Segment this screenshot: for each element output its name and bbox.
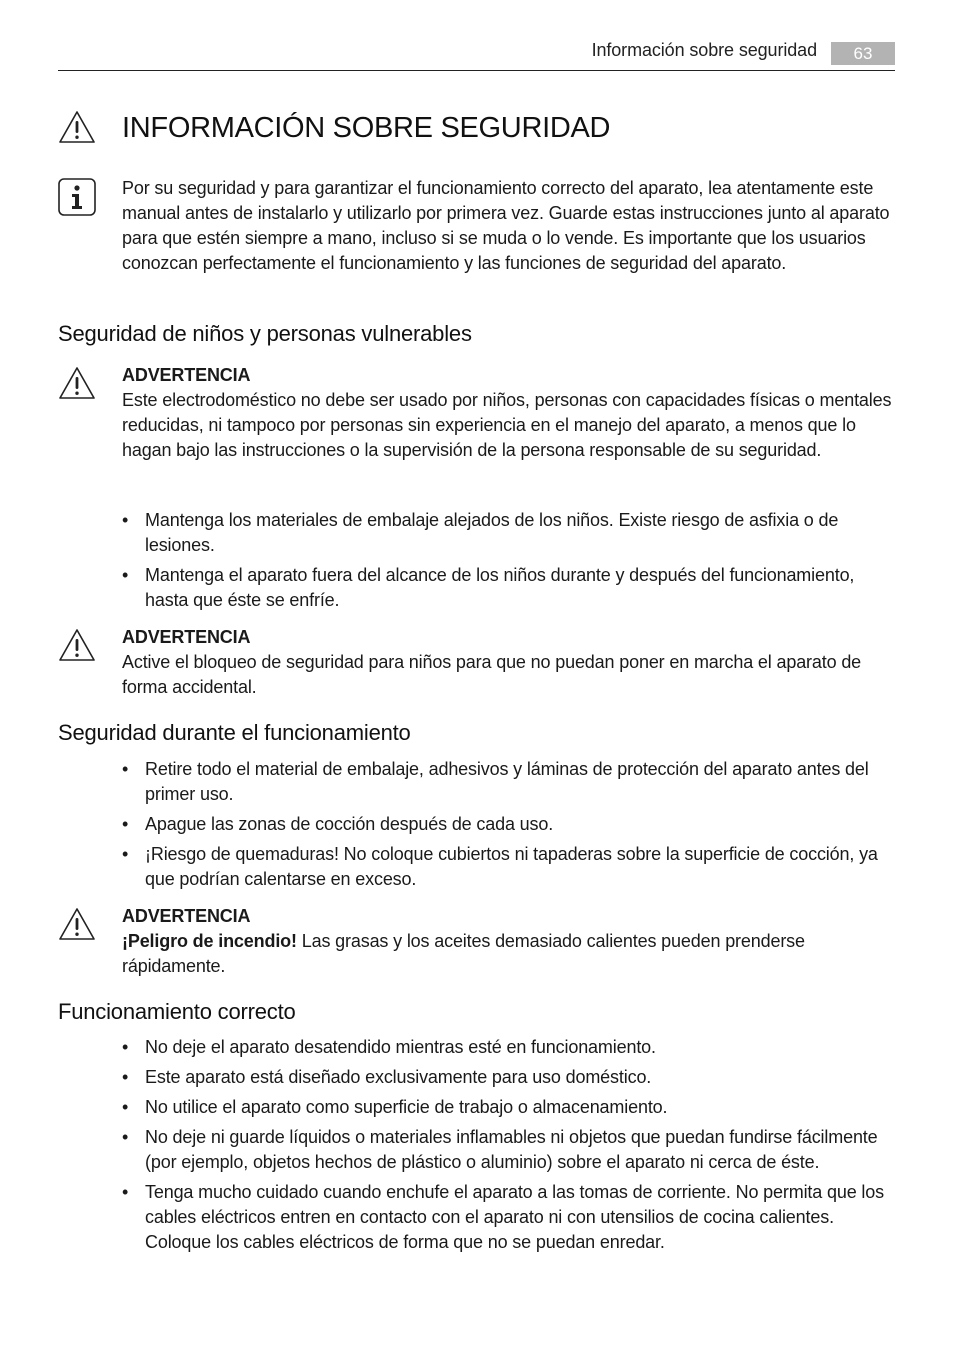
- warning-triangle-icon: [58, 110, 96, 144]
- info-icon: [58, 178, 96, 216]
- bullet-list: [122, 757, 897, 897]
- warning-block: [122, 904, 897, 979]
- list-item: • Tenga mucho cuidado cuando enchufe el aparato a las tomas de corriente. No permita que los cables eléctricos entren en contacto con el aparato ni con utensilios de cocina calientes. Coloque los cables eléctricos de forma que no se puedan enredar.: [122, 1180, 897, 1255]
- warning-block: [122, 625, 897, 700]
- warning-label: ADVERTENCIA: [122, 906, 251, 926]
- intro-text: Por su seguridad y para garantizar el funcionamiento correcto del aparato, lea atentamente este manual antes de instalarlo y utilizarlo por primera vez. Guarde estas instrucciones junto al aparato para que estén siempre a mano, incluso si se muda o lo vende. Es importante que los usuarios conozcan perfectamente el funcionamiento y las funciones de seguridad del aparato.: [122, 178, 890, 273]
- header-section-title: Información sobre seguridad: [591, 40, 817, 60]
- list-item: • Este aparato está diseñado exclusivamente para uso doméstico.: [122, 1065, 897, 1090]
- list-item: • Retire todo el material de embalaje, adhesivos y láminas de protección del aparato antes del primer uso.: [122, 757, 897, 807]
- fire-hazard-emphasis: ¡Peligro de incendio!: [122, 931, 297, 951]
- page-title: INFORMACIÓN SOBRE SEGURIDAD: [122, 112, 611, 144]
- list-item: • Mantenga los materiales de embalaje alejados de los niños. Existe riesgo de asfixia o de lesiones.: [122, 508, 897, 558]
- bullet-list: [122, 508, 897, 618]
- section-heading-children: Seguridad de niños y personas vulnerables: [58, 321, 472, 346]
- list-item: • No utilice el aparato como superficie de trabajo o almacenamiento.: [122, 1095, 897, 1120]
- section-heading-operation: Seguridad durante el funcionamiento: [58, 720, 411, 745]
- warning-triangle-icon: [58, 366, 96, 400]
- warning-text: [122, 929, 897, 979]
- section-heading-correct-operation: Funcionamiento correcto: [58, 999, 296, 1024]
- page-header: [58, 38, 895, 71]
- page-number: 63: [831, 42, 895, 65]
- warning-label: ADVERTENCIA: [122, 627, 251, 647]
- list-item: • No deje ni guarde líquidos o materiales inflamables ni objetos que puedan fundirse fácilmente (por ejemplo, objetos hechos de plástico o aluminio) sobre el aparato ni cerca de éste.: [122, 1125, 897, 1175]
- bullet-list: [122, 1035, 897, 1260]
- fire-hazard-text: Las grasas y los aceites demasiado calientes pueden prenderse rápidamente.: [122, 931, 805, 976]
- list-item: • ¡Riesgo de quemaduras! No coloque cubiertos ni tapaderas sobre la superficie de cocción, ya que podrían calentarse en exceso.: [122, 842, 897, 892]
- warning-block: [122, 363, 897, 463]
- warning-text: Active el bloqueo de seguridad para niños para que no puedan poner en marcha el aparato de forma accidental.: [122, 652, 862, 697]
- warning-triangle-icon: [58, 628, 96, 662]
- list-item: • Apague las zonas de cocción después de cada uso.: [122, 812, 897, 837]
- warning-triangle-icon: [58, 907, 96, 941]
- intro-paragraph: [122, 176, 897, 276]
- warning-label: ADVERTENCIA: [122, 365, 251, 385]
- list-item: • Mantenga el aparato fuera del alcance de los niños durante y después del funcionamiento, hasta que éste se enfríe.: [122, 563, 897, 613]
- warning-text: Este electrodoméstico no debe ser usado por niños, personas con capacidades físicas o mentales reducidas, ni tampoco por personas sin experiencia en el manejo del aparato, a menos que lo hagan bajo las instrucciones o la supervisión de la persona responsable de su seguridad.: [122, 390, 892, 460]
- list-item: • No deje el aparato desatendido mientras esté en funcionamiento.: [122, 1035, 897, 1060]
